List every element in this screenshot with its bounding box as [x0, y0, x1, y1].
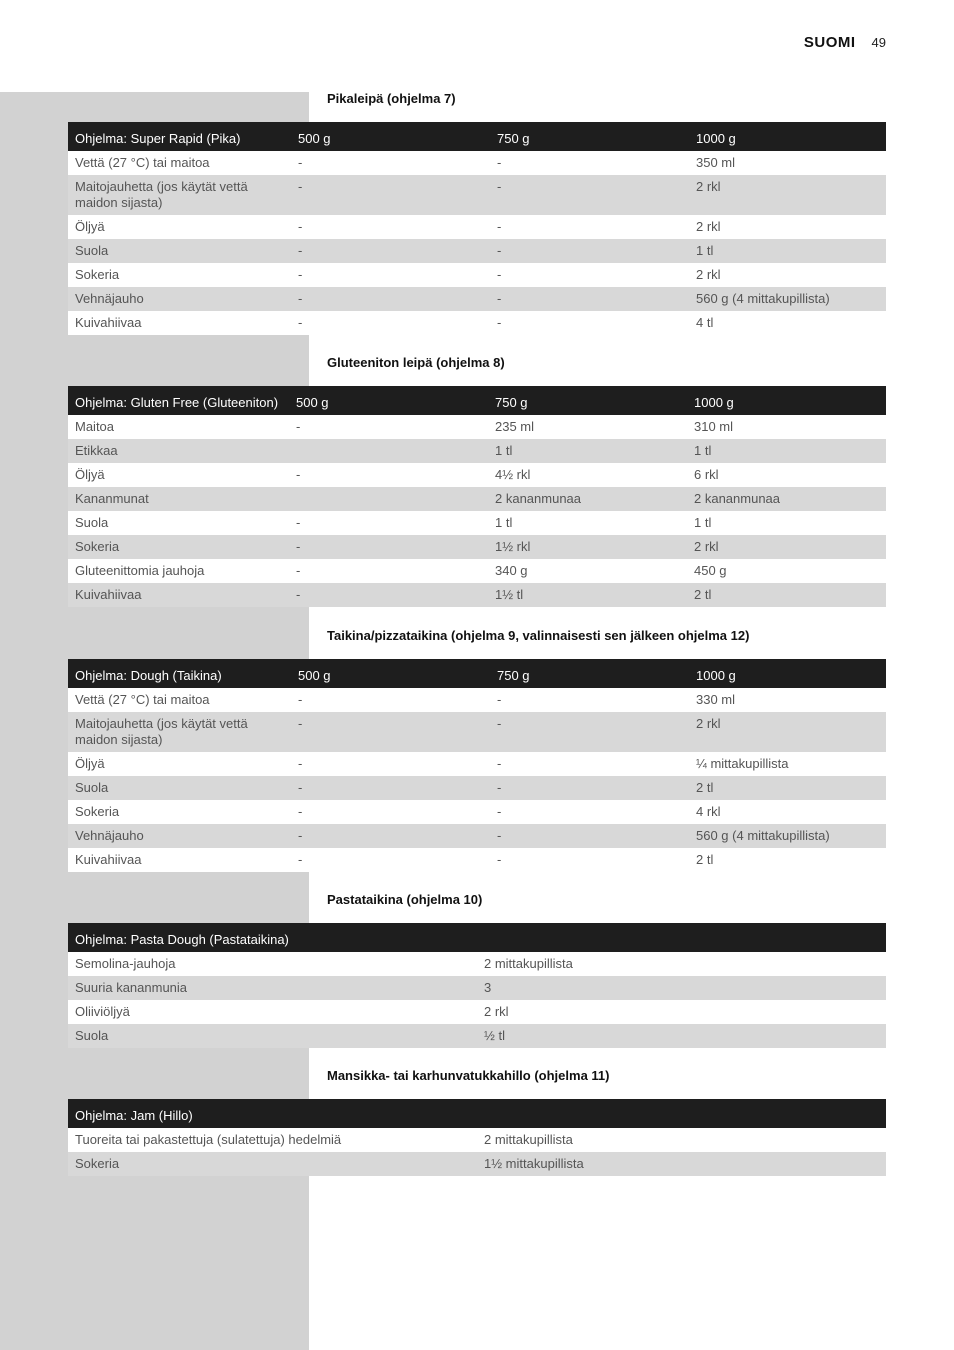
section-title-gluteeniton: Gluteeniton leipä (ohjelma 8)	[327, 355, 505, 370]
ingredient-cell: Suola	[75, 780, 109, 795]
value-cell: 2 tl	[694, 587, 712, 602]
value-cell: -	[497, 219, 502, 234]
header-cell: Ohjelma: Jam (Hillo)	[75, 1108, 193, 1123]
value-cell: 4 rkl	[696, 804, 721, 819]
value-cell: -	[296, 563, 301, 578]
value-cell: 2 rkl	[696, 179, 721, 194]
ingredient-cell: Kuivahiivaa	[75, 852, 142, 867]
value-cell: 4 tl	[696, 315, 714, 330]
value-cell: -	[497, 291, 502, 306]
table-row	[68, 415, 886, 439]
value-cell: -	[298, 852, 303, 867]
table-row	[68, 824, 886, 848]
table-row	[68, 487, 886, 511]
ingredient-cell: Oliiviöljyä	[75, 1004, 130, 1019]
ingredient-cell: Kuivahiivaa	[75, 587, 142, 602]
ingredient-cell: Suuria kananmunia	[75, 980, 188, 995]
header-cell: Ohjelma: Pasta Dough (Pastataikina)	[75, 932, 289, 947]
table-row	[68, 848, 886, 872]
value-cell: 2 rkl	[696, 716, 721, 731]
section-title-hillo: Mansikka- tai karhunvatukkahillo (ohjelma 11)	[327, 1068, 610, 1083]
table-row	[68, 559, 886, 583]
ingredient-cell: Sokeria	[75, 1156, 120, 1171]
table-hillo	[68, 1099, 886, 1176]
ingredient-cell: Sokeria	[75, 804, 120, 819]
value-cell: -	[298, 291, 303, 306]
value-cell: 2 mittakupillista	[484, 956, 573, 971]
ingredient-cell: Vettä (27 °C) tai maitoa	[75, 155, 210, 170]
table-row	[68, 1000, 886, 1024]
table-gluteeniton	[68, 386, 886, 607]
header-cell: 750 g	[495, 395, 528, 410]
value-cell	[289, 443, 488, 459]
table-row	[68, 1152, 886, 1176]
value-cell: -	[296, 539, 301, 554]
value-cell: 2 kananmunaa	[694, 491, 781, 506]
value-cell: 310 ml	[694, 419, 734, 434]
value-cell: -	[497, 243, 502, 258]
ingredient-cell: Sokeria	[75, 267, 120, 282]
ingredient-cell: Gluteenittomia jauhoja	[75, 563, 205, 578]
page-number: 49	[871, 35, 886, 50]
ingredient-cell: Vettä (27 °C) tai maitoa	[75, 692, 210, 707]
value-cell: -	[298, 716, 303, 731]
value-cell: 1½ tl	[495, 587, 524, 602]
ingredient-cell: Suola	[75, 1028, 109, 1043]
table-header	[68, 386, 886, 415]
value-cell: 350 ml	[696, 155, 736, 170]
value-cell: -	[497, 852, 502, 867]
table-row	[68, 776, 886, 800]
table-row	[68, 239, 886, 263]
value-cell: -	[298, 315, 303, 330]
table-header	[68, 923, 886, 952]
value-cell: 2 rkl	[484, 1004, 509, 1019]
value-cell: 2 tl	[696, 852, 714, 867]
value-cell: -	[298, 828, 303, 843]
value-cell: 1½ rkl	[495, 539, 531, 554]
header-cell: Ohjelma: Super Rapid (Pika)	[75, 131, 241, 146]
header-cell: Ohjelma: Gluten Free (Gluteeniton)	[75, 395, 279, 410]
ingredient-cell: Kuivahiivaa	[75, 315, 142, 330]
value-cell: -	[497, 692, 502, 707]
value-cell: -	[298, 692, 303, 707]
value-cell: 1 tl	[694, 443, 712, 458]
ingredient-cell: Öljyä	[75, 756, 105, 771]
value-cell: 1 tl	[495, 515, 513, 530]
value-cell: 6 rkl	[694, 467, 719, 482]
value-cell: -	[497, 716, 502, 731]
value-cell: -	[298, 780, 303, 795]
ingredient-cell: Semolina-jauhoja	[75, 956, 176, 971]
table-row	[68, 463, 886, 487]
value-cell: 1 tl	[495, 443, 513, 458]
table-row	[68, 439, 886, 463]
ingredient-cell: Vehnäjauho	[75, 828, 144, 843]
language-label: SUOMI	[803, 34, 856, 51]
table-row	[68, 1024, 886, 1048]
table-pikaleipa	[68, 122, 886, 335]
value-cell: 1 tl	[696, 243, 714, 258]
value-cell: 2 rkl	[694, 539, 719, 554]
value-cell: -	[497, 179, 502, 194]
table-row	[68, 800, 886, 824]
value-cell: -	[497, 267, 502, 282]
value-cell: ½ tl	[484, 1028, 505, 1043]
value-cell: 3	[484, 980, 492, 995]
value-cell: -	[497, 828, 502, 843]
table-header	[68, 1099, 886, 1128]
section-title-pikaleipa: Pikaleipä (ohjelma 7)	[327, 91, 456, 106]
value-cell: 340 g	[495, 563, 528, 578]
ingredient-cell: Suola	[75, 515, 109, 530]
ingredient-cell: Etikkaa	[75, 443, 118, 458]
ingredient-cell: Maitoa	[75, 419, 115, 434]
value-cell: -	[497, 804, 502, 819]
ingredient-cell: Maitojauhetta (jos käytät vettä maidon sijasta)	[75, 179, 248, 210]
value-cell: -	[298, 243, 303, 258]
section-title-pastataikina: Pastataikina (ohjelma 10)	[327, 892, 483, 907]
header-cell: 1000 g	[696, 131, 736, 146]
value-cell: -	[497, 780, 502, 795]
header-cell: Ohjelma: Dough (Taikina)	[75, 668, 222, 683]
header-cell: 1000 g	[696, 668, 736, 683]
value-cell: 560 g (4 mittakupillista)	[696, 291, 830, 306]
ingredient-cell: Kananmunat	[75, 491, 149, 506]
value-cell: -	[497, 315, 502, 330]
value-cell: -	[298, 756, 303, 771]
header-cell: 750 g	[497, 131, 530, 146]
table-row	[68, 583, 886, 607]
page-header	[804, 34, 886, 51]
ingredient-cell: Suola	[75, 243, 109, 258]
value-cell: -	[296, 515, 301, 530]
header-cell: 750 g	[497, 668, 530, 683]
header-cell: 500 g	[298, 131, 331, 146]
value-cell: 2 mittakupillista	[484, 1132, 573, 1147]
table-row	[68, 311, 886, 335]
value-cell: -	[298, 179, 303, 194]
value-cell: 235 ml	[495, 419, 535, 434]
value-cell: -	[296, 467, 301, 482]
table-row	[68, 976, 886, 1000]
table-taikina	[68, 659, 886, 872]
table-row	[68, 752, 886, 776]
value-cell: 1 tl	[694, 515, 712, 530]
value-cell: 1½ mittakupillista	[484, 1156, 584, 1171]
value-cell: -	[298, 155, 303, 170]
value-cell	[289, 491, 488, 507]
value-cell: -	[497, 756, 502, 771]
table-row	[68, 287, 886, 311]
table-header	[68, 659, 886, 688]
value-cell: 2 kananmunaa	[495, 491, 582, 506]
table-header	[68, 122, 886, 151]
header-cell: 1000 g	[694, 395, 734, 410]
table-row	[68, 511, 886, 535]
ingredient-cell: Öljyä	[75, 219, 105, 234]
value-cell: -	[298, 267, 303, 282]
value-cell: -	[298, 219, 303, 234]
header-cell: 500 g	[296, 395, 329, 410]
value-cell: 4½ rkl	[495, 467, 531, 482]
value-cell: 2 rkl	[696, 219, 721, 234]
value-cell: -	[298, 804, 303, 819]
section-title-taikina: Taikina/pizzataikina (ohjelma 9, valinnaisesti sen jälkeen ohjelma 12)	[327, 628, 750, 643]
value-cell: ¼ mittakupillista	[696, 756, 789, 771]
table-pastataikina	[68, 923, 886, 1048]
ingredient-cell: Maitojauhetta (jos käytät vettä maidon sijasta)	[75, 716, 248, 747]
header-cell: 500 g	[298, 668, 331, 683]
table-row	[68, 535, 886, 559]
value-cell: 330 ml	[696, 692, 736, 707]
value-cell: -	[296, 419, 301, 434]
value-cell: -	[497, 155, 502, 170]
ingredient-cell: Sokeria	[75, 539, 120, 554]
table-row	[68, 952, 886, 976]
ingredient-cell: Vehnäjauho	[75, 291, 144, 306]
table-row	[68, 215, 886, 239]
table-row	[68, 175, 886, 215]
table-row	[68, 263, 886, 287]
ingredient-cell: Tuoreita tai pakastettuja (sulatettuja) hedelmiä	[75, 1132, 342, 1147]
value-cell: 560 g (4 mittakupillista)	[696, 828, 830, 843]
value-cell: -	[296, 587, 301, 602]
value-cell: 2 rkl	[696, 267, 721, 282]
table-row	[68, 151, 886, 175]
value-cell: 450 g	[694, 563, 727, 578]
table-row	[68, 1128, 886, 1152]
table-row	[68, 712, 886, 752]
table-row	[68, 688, 886, 712]
value-cell: 2 tl	[696, 780, 714, 795]
ingredient-cell: Öljyä	[75, 467, 105, 482]
